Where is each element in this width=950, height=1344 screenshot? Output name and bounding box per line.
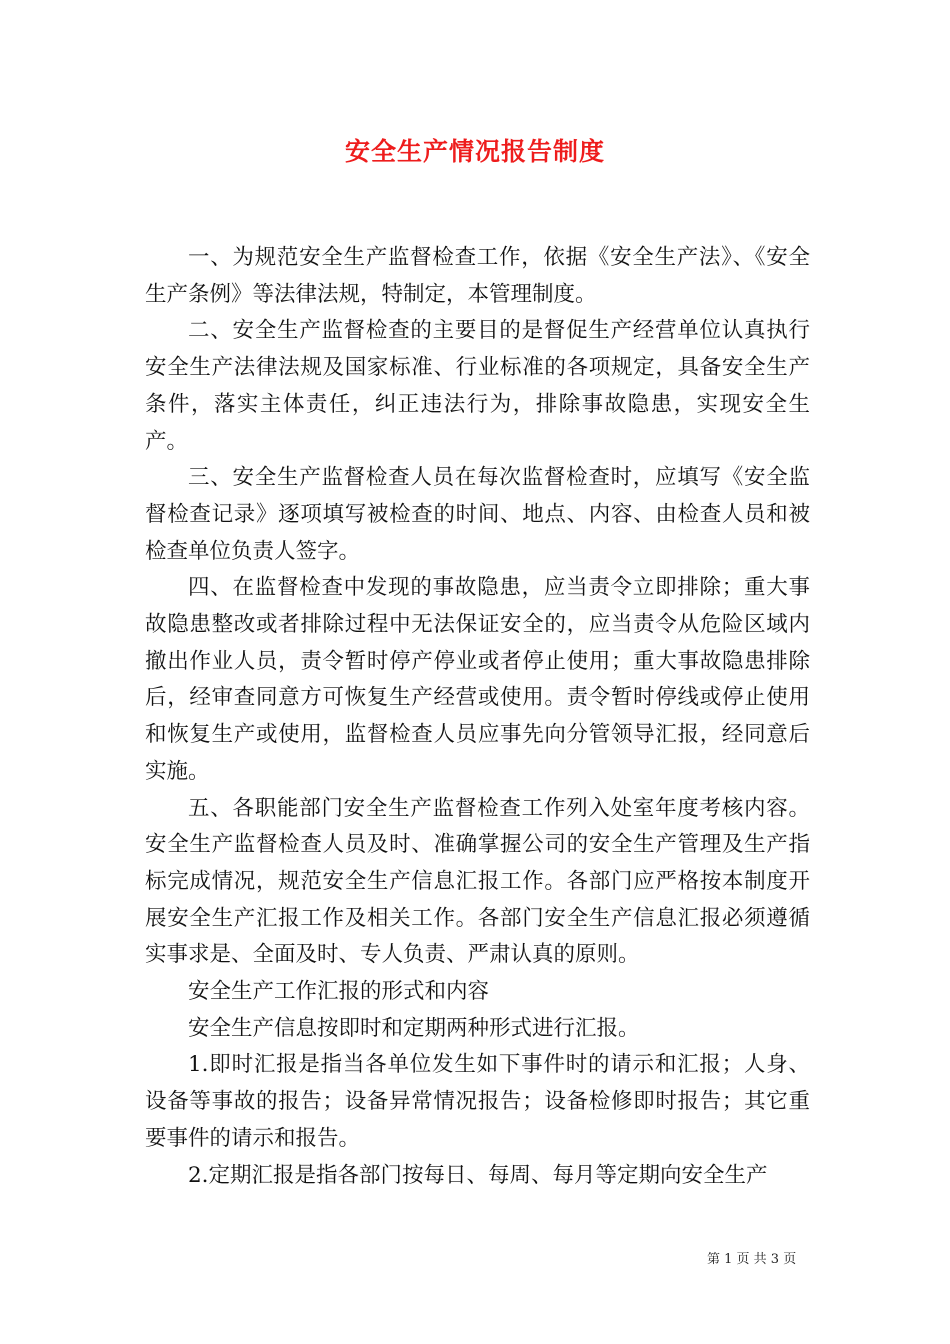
paragraph-6: 安全生产信息按即时和定期两种形式进行汇报。 xyxy=(188,1015,640,1041)
paragraph-2: 二、安全生产监督检查的主要目的是督促生产经营单位认真执行安全生产法律法规及国家标准、行业标准的各项规定，具备安全生产条件，落实主体责任，纠正违法行为，排除事故隐患，实现安全生产。 xyxy=(145,318,810,454)
paragraph-4: 四、在监督检查中发现的事故隐患，应当责令立即排除；重大事故隐患整改或者排除过程中无法保证安全的，应当责令从危险区域内撤出作业人员，责令暂时停产停业或者停止使用；重大事故隐患排除后，经审查同意方可恢复生产经营或使用。责令暂时停线或停止使用和恢复生产或使用，监督检查人员应事先向分管领导汇报，经同意后实施。 xyxy=(145,575,810,784)
list-item-1: 1.即时汇报是指当各单位发生如下事件时的请示和汇报；人身、设备等事故的报告；设备异常情况报告；设备检修即时报告；其它重要事件的请示和报告。 xyxy=(145,1052,810,1151)
paragraph-1: 一、为规范安全生产监督检查工作，依据《安全生产法》、《安全生产条例》等法律法规，特制定，本管理制度。 xyxy=(145,245,810,307)
paragraph-5: 五、各职能部门安全生产监督检查工作列入处室年度考核内容。安全生产监督检查人员及时、准确掌握公司的安全生产管理及生产指标完成情况，规范安全生产信息汇报工作。各部门应严格按本制度开展安全生产汇报工作及相关工作。各部门安全生产信息汇报必须遵循实事求是、全面及时、专人负责、严肃认真的原则。 xyxy=(145,795,810,968)
section-heading: 安全生产工作汇报的形式和内容 xyxy=(188,979,490,1005)
document-title: 安全生产情况报告制度 xyxy=(344,137,605,166)
list-item-2: 2.定期汇报是指各部门按每日、每周、每月等定期向安全生产 xyxy=(188,1162,768,1188)
document-body xyxy=(145,240,810,1194)
paragraph-3: 三、安全生产监督检查人员在每次监督检查时，应填写《安全监督检查记录》逐项填写被检查的时间、地点、内容、由检查人员和被检查单位负责人签字。 xyxy=(145,465,810,564)
page-number-footer: 第 1 页 共 3 页 xyxy=(707,1252,797,1267)
